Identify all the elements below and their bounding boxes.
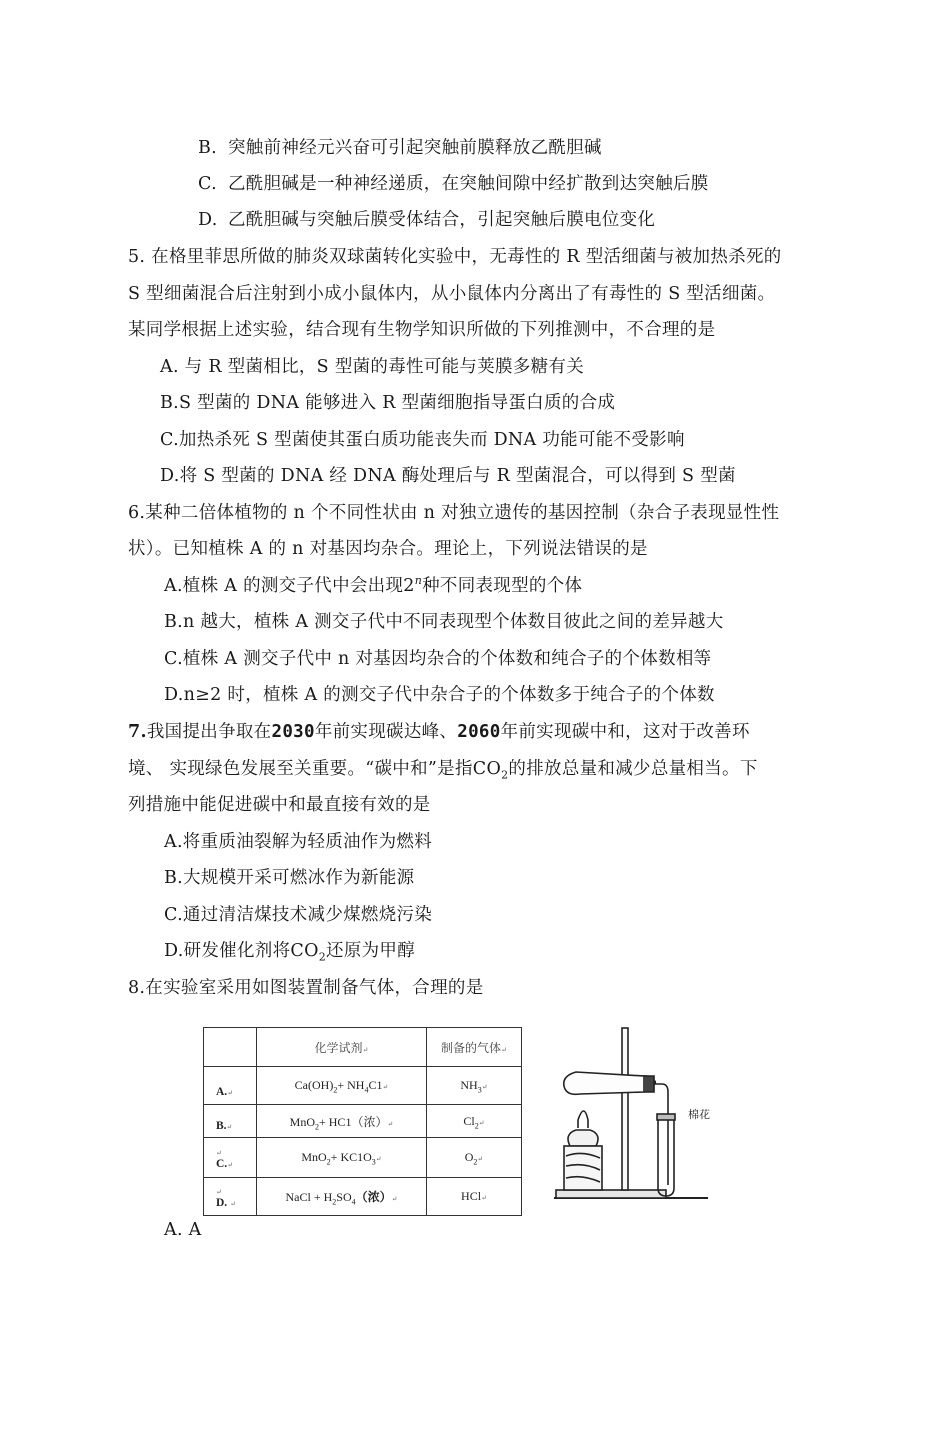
reagent-cell: $Ca(OH)_2+$ $NH_4C1↵$ xyxy=(257,1067,427,1105)
row-label: B.↵ xyxy=(204,1105,257,1138)
q5-stem-line1: 5. 在格里菲思所做的肺炎双球菌转化实验中，无毒性的 R 型活细菌与被加热杀死的 xyxy=(128,247,782,267)
table-row xyxy=(204,1178,522,1216)
q6-option-d: D.n≥2 时，植株 A 的测交子代中杂合子的个体数多于纯合子的个体数 xyxy=(164,685,715,705)
q5-stem-line2: S 型细菌混合后注射到小成小鼠体内，从小鼠体内分离出了有毒性的 S 型活细菌。 xyxy=(128,284,776,304)
q6-stem-line2: 状）。已知植株 A 的 n 对基因均杂合。理论上，下列说法错误的是 xyxy=(128,539,648,559)
table-row xyxy=(204,1138,522,1178)
gas-cell: $O_2↵$ xyxy=(427,1138,522,1178)
q8-answer: A. A xyxy=(164,1220,202,1240)
row-label: ↵ D. ↵ xyxy=(204,1178,257,1216)
q4-option-c: C. 乙酰胆碱是一种神经递质，在突触间隙中经扩散到达突触后膜 xyxy=(198,174,709,194)
q6-stem-line1: 6.某种二倍体植物的 n 个不同性状由 n 对独立遗传的基因控制（杂合子表现显性性 xyxy=(128,503,780,523)
q7-option-a: A.将重质油裂解为轻质油作为燃料 xyxy=(164,832,432,852)
q6-option-b: B.n 越大，植株 A 测交子代中不同表现型个体数目彼此之间的差异越大 xyxy=(164,612,724,632)
table-row xyxy=(204,1105,522,1138)
reagent-cell: $MnO_2+ KC1O_3↵$ xyxy=(257,1138,427,1178)
q7-stem-line1: 7.我国提出争取在2030年前实现碳达峰、2060年前实现碳中和，这对于改善环 xyxy=(128,722,750,742)
q5-option-b: B.S 型菌的 DNA 能够进入 R 型菌细胞指导蛋白质的合成 xyxy=(160,393,616,413)
q5-stem-line3: 某同学根据上述实验，结合现有生物学知识所做的下列推测中，不合理的是 xyxy=(128,320,716,340)
q7-option-c: C.通过清洁煤技术减少煤燃烧污染 xyxy=(164,905,433,925)
gas-apparatus-diagram xyxy=(548,1020,718,1205)
gas-cell: $NH_3↵$ xyxy=(427,1067,522,1105)
co2-formula: $CO_2$ xyxy=(472,759,509,782)
row-label: A.↵ xyxy=(204,1067,257,1105)
gas-cell: HCl↵ xyxy=(427,1178,522,1216)
cotton-label: 棉花 xyxy=(688,1108,710,1121)
q7-stem-line3: 列措施中能促进碳中和最直接有效的是 xyxy=(128,795,431,815)
table-header-empty xyxy=(204,1028,257,1067)
q7-stem-line2: 境、 实现绿色发展至关重要。“碳中和”是指$CO_2$的排放总量和减少总量相当。下 xyxy=(128,759,758,782)
q4-option-b: B. 突触前神经元兴奋可引起突触前膜释放乙酰胆碱 xyxy=(198,138,602,158)
table-header-gas: 制备的气体↵ xyxy=(427,1028,522,1067)
q7-option-b: B.大规模开采可燃冰作为新能源 xyxy=(164,868,415,888)
reagent-table xyxy=(203,1027,522,1216)
q8-stem: 8.在实验室采用如图装置制备气体，合理的是 xyxy=(128,978,484,998)
q7-option-d: D.研发催化剂将$CO_2$还原为甲醇 xyxy=(164,941,416,964)
q5-option-a: A. 与 R 型菌相比，S 型菌的毒性可能与荚膜多糖有关 xyxy=(160,357,585,377)
reagent-cell: MnO$_2$+ HC1（浓）↵ xyxy=(257,1105,427,1138)
table-row xyxy=(204,1067,522,1105)
table-header-row xyxy=(204,1028,522,1067)
table-header-reagent: 化学试剂↵ xyxy=(257,1028,427,1067)
q6-option-a: A.植株 A 的测交子代中会出现2$^n$种不同表现型的个体 xyxy=(164,574,583,596)
q6-option-c: C.植株 A 测交子代中 n 对基因均杂合的个体数和纯合子的个体数相等 xyxy=(164,649,712,669)
q4-option-d: D. 乙酰胆碱与突触后膜受体结合，引起突触后膜电位变化 xyxy=(198,210,656,230)
reagent-cell: NaCl + $H_2SO_4$（浓）↵ xyxy=(257,1178,427,1216)
q5-option-d: D.将 S 型菌的 DNA 经 DNA 酶处理后与 R 型菌混合，可以得到 S 型菌 xyxy=(160,466,736,486)
row-label: ↵ C.↵ xyxy=(204,1138,257,1178)
gas-cell: $Cl_2↵$ xyxy=(427,1105,522,1138)
q5-option-c: C.加热杀死 S 型菌使其蛋白质功能丧失而 DNA 功能可能不受影响 xyxy=(160,430,685,450)
